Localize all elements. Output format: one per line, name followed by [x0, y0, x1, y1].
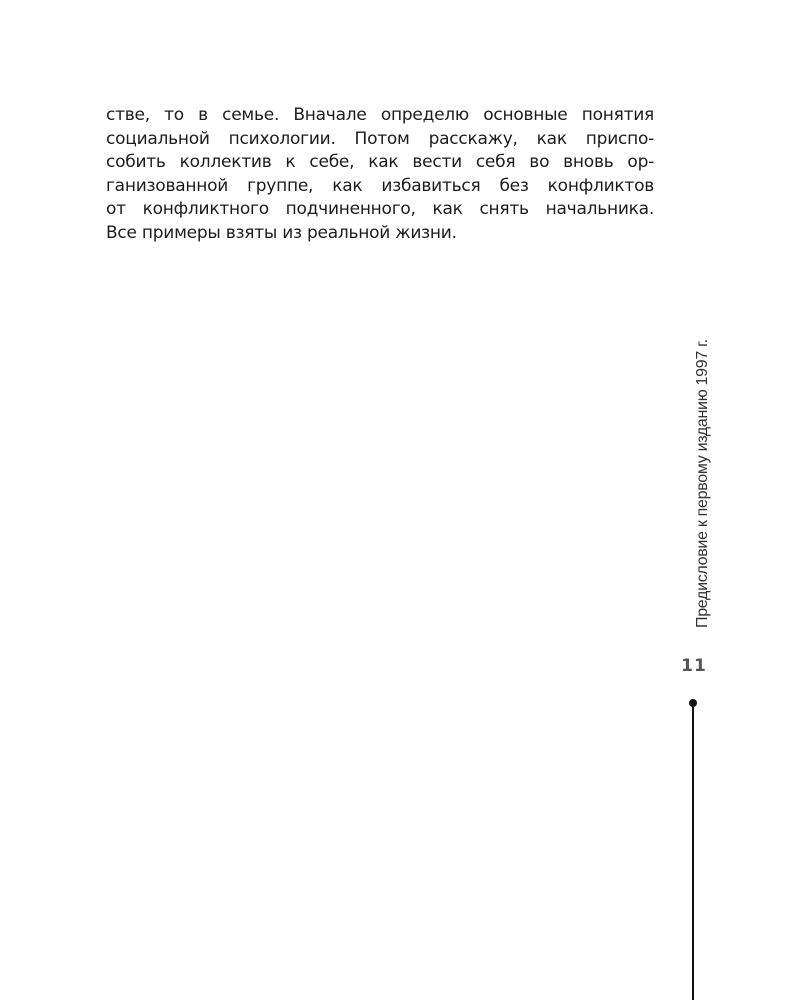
- text-line-5: от конфликтного подчиненного, как снять начальника.: [106, 199, 654, 219]
- text-line-4: ганизованной группе, как избавиться без конфликтов: [106, 175, 654, 196]
- body-paragraph: [106, 104, 654, 245]
- running-title: Предисловие к первому изданию 1997 г.: [694, 339, 711, 628]
- text-line-3: собить коллектив к себе, как вести себя во вновь ор-: [106, 152, 654, 172]
- text-line-6: Все примеры взяты из реальной жизни.: [106, 222, 457, 243]
- margin-rule-line: [692, 703, 694, 1000]
- page-number: 11: [681, 656, 707, 676]
- text-line-2: социальной психологии. Потом расскажу, как приспо-: [106, 128, 654, 149]
- text-line-1: стве, то в семье. Вначале определю основные понятия: [106, 105, 654, 125]
